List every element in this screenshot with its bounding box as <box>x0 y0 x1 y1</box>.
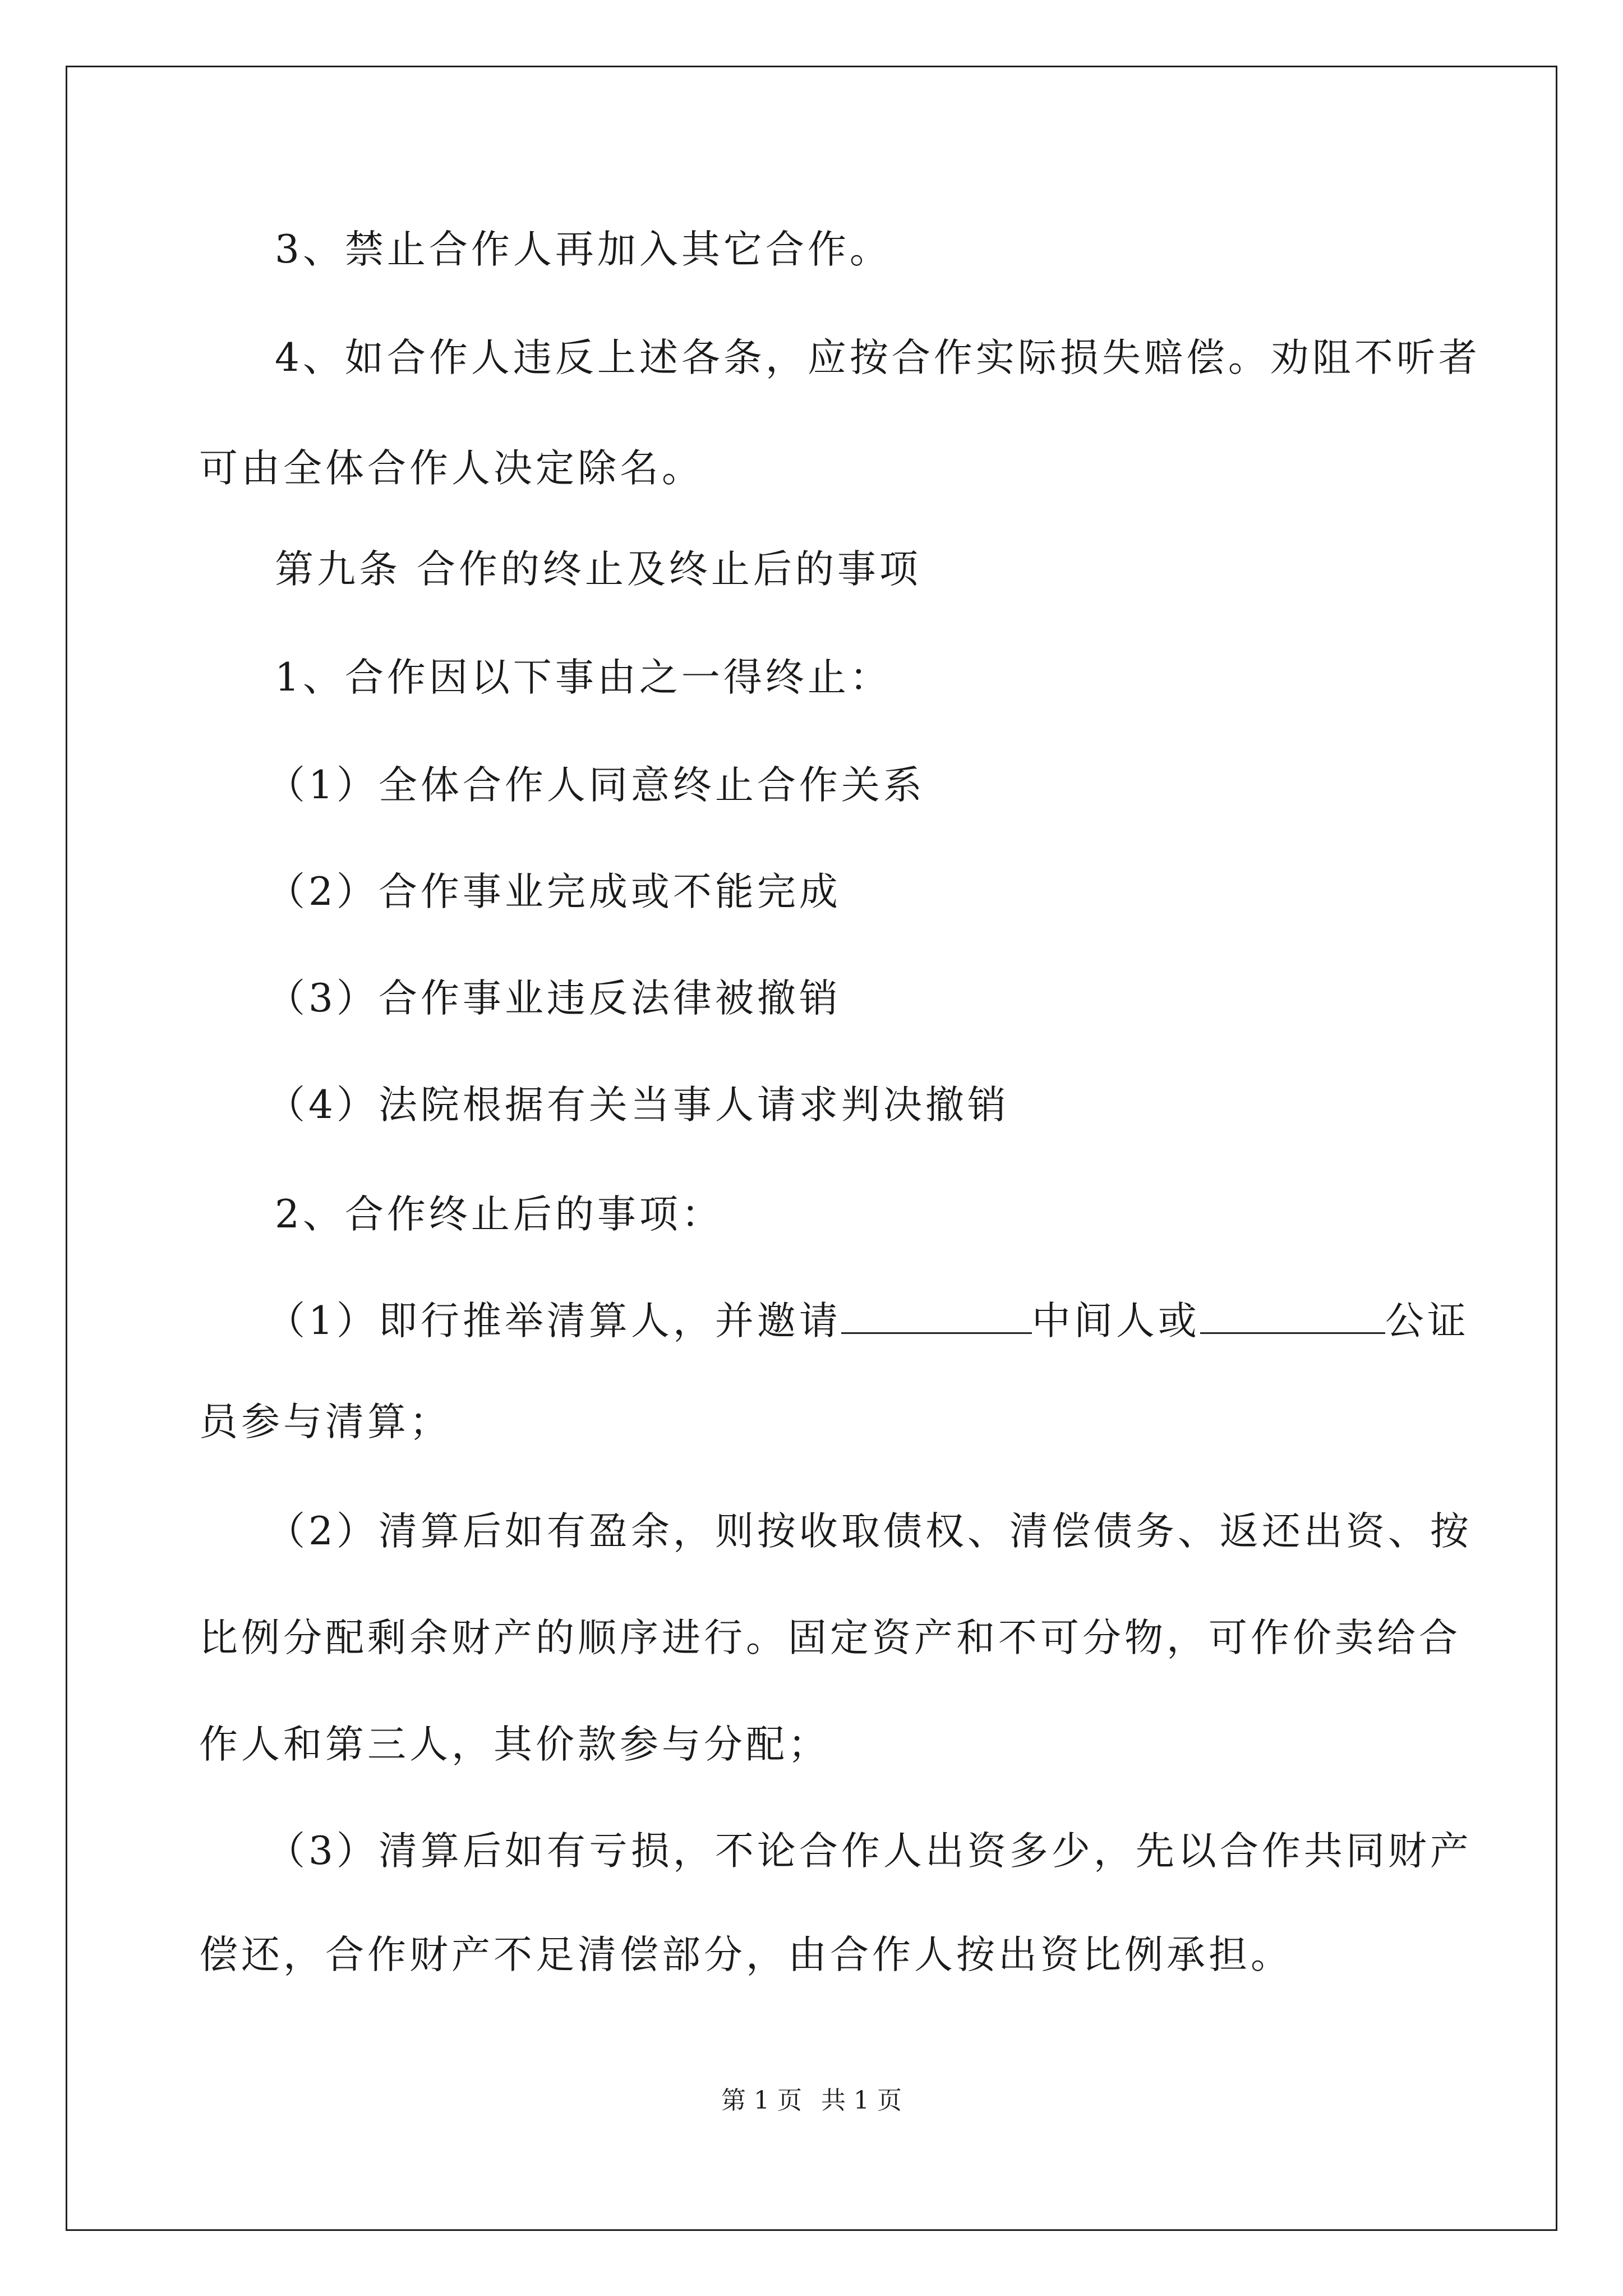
clause-item-4-line1: 4、如合作人违反上述各条，应按合作实际损失赔偿。劝阻不听者 <box>275 335 1481 380</box>
page-total: 共 1 页 <box>821 2086 902 2115</box>
termination-reason-3: （3）合作事业违反法律被撤销 <box>266 976 841 1021</box>
post-termination-item-3-line2: 偿还，合作财产不足清偿部分，由合作人按出资比例承担。 <box>199 1932 1293 1977</box>
clause-item-4-line2: 可由全体合作人决定除名。 <box>199 446 704 491</box>
article-9-heading: 第九条 合作的终止及终止后的事项 <box>275 547 921 592</box>
post-termination-item-3-line1: （3）清算后如有亏损，不论合作人出资多少，先以合作共同财产 <box>266 1829 1472 1874</box>
item-1-end-text: 公证 <box>1385 1299 1469 1343</box>
blank-field-2[interactable] <box>1200 1300 1385 1334</box>
clause-item-3: 3、禁止合作人再加入其它合作。 <box>275 227 892 272</box>
termination-reason-1: （1）全体合作人同意终止合作关系 <box>266 763 925 808</box>
post-termination-item-1-line1 <box>266 1296 1469 1346</box>
termination-reason-4: （4）法院根据有关当事人请求判决撤销 <box>266 1083 1009 1128</box>
post-termination-item-1-line2: 员参与清算； <box>199 1400 451 1444</box>
item-1-start-text: （1）即行推举清算人，并邀请 <box>266 1299 841 1343</box>
post-termination-item-2-line2: 比例分配剩余财产的顺序进行。固定资产和不可分物，可作价卖给合 <box>199 1616 1461 1660</box>
termination-reason-2: （2）合作事业完成或不能完成 <box>266 869 841 914</box>
post-termination-item-2-line3: 作人和第三人，其价款参与分配； <box>199 1722 830 1767</box>
post-termination-item-2-line1: （2）清算后如有盈余，则按收取债权、清偿债务、返还出资、按 <box>266 1509 1472 1554</box>
blank-field-1[interactable] <box>841 1300 1032 1334</box>
item-1-mid-text: 中间人或 <box>1031 1299 1200 1343</box>
termination-reasons-heading: 1、合作因以下事由之一得终止： <box>275 655 892 700</box>
page-number: 第 1 页 <box>721 2086 802 2115</box>
post-termination-heading: 2、合作终止后的事项： <box>275 1192 723 1237</box>
page-footer <box>0 2084 1623 2118</box>
